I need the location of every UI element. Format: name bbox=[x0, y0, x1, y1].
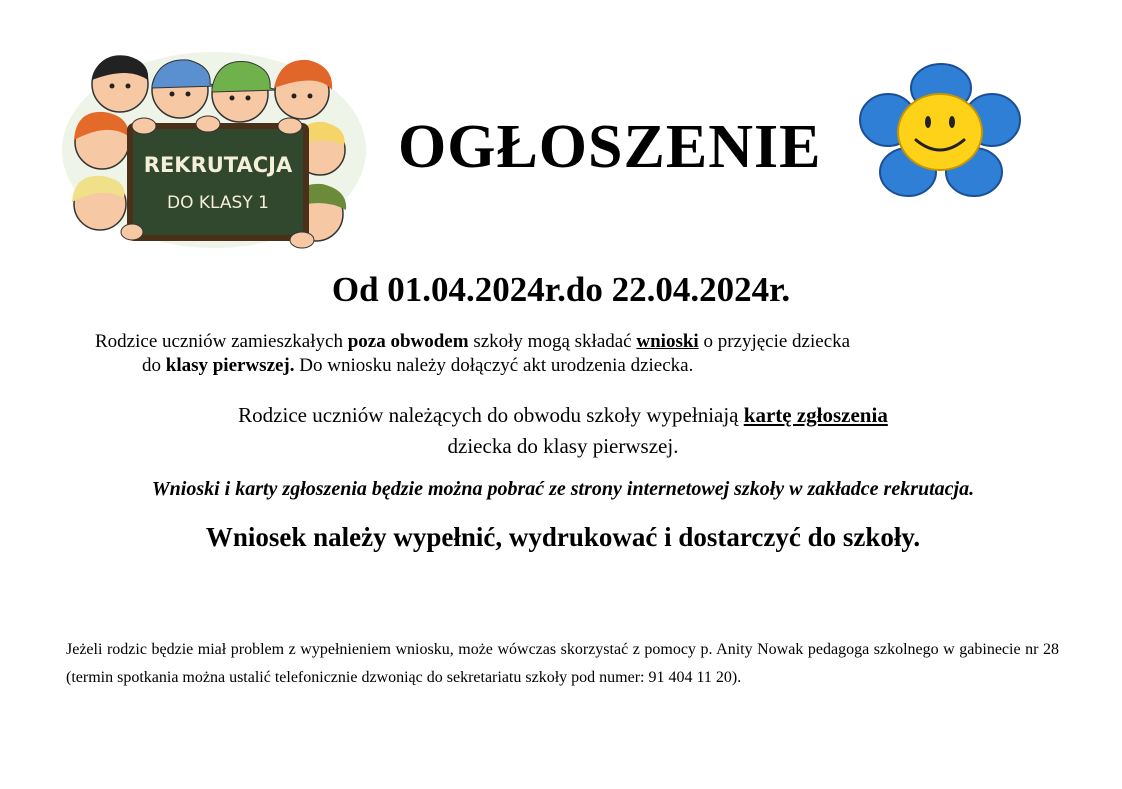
smiley-flower-icon bbox=[856, 60, 1026, 200]
date-range: Od 01.04.2024r.do 22.04.2024r. bbox=[331, 270, 791, 309]
p1-applications-link: wnioski bbox=[636, 331, 699, 352]
paragraph-outside-district bbox=[95, 330, 850, 378]
p2-text-1: Rodzice uczniów należących do obwodu szkoły wypełniają bbox=[238, 403, 744, 427]
paragraph-instructions: Wniosek należy wypełnić, wydrukować i dostarczyć do szkoły. bbox=[205, 522, 921, 552]
p2-text-2: dziecka do klasy pierwszej. bbox=[447, 434, 679, 458]
p1-text-5: Do wniosku należy dołączyć akt urodzenia dziecka. bbox=[294, 355, 694, 376]
p2-registration-card: kartę zgłoszenia bbox=[743, 403, 888, 427]
p1-text-4: do bbox=[142, 355, 166, 376]
paragraph-contact-help: Jeżeli rodzic będzie miał problem z wypełnieniem wniosku, może wówczas skorzystać z pomocy p. Anity Nowak pedagoga szkolnego w gabinecie nr 28 (termin spotkania można ustalić telefonicznie dzwoniąc do sekretariatu szkoły pod numer: 91 404 11 20). bbox=[66, 641, 1059, 686]
p1-bold-first-grade: klasy pierwszej. bbox=[165, 355, 295, 376]
logo-line2: DO KLASY 1 bbox=[167, 193, 269, 213]
p1-text-2: szkoły mogą składać bbox=[468, 331, 637, 352]
paragraph-in-district bbox=[0, 400, 1122, 462]
logo-line1: REKRUTACJA bbox=[143, 153, 293, 177]
p1-text-1: Rodzice uczniów zamieszkałych bbox=[95, 331, 348, 352]
children-chalkboard-illustration bbox=[58, 44, 370, 256]
p1-bold-outside-district: poza obwodem bbox=[347, 331, 469, 352]
page-title: OGŁOSZENIE bbox=[398, 113, 822, 181]
paragraph-download-info: Wnioski i karty zgłoszenia będzie można pobrać ze strony internetowej szkoły w zakładce rekrutacja. bbox=[151, 478, 975, 500]
recruitment-logo bbox=[58, 44, 370, 256]
p1-text-3: o przyjęcie dziecka bbox=[698, 331, 851, 352]
